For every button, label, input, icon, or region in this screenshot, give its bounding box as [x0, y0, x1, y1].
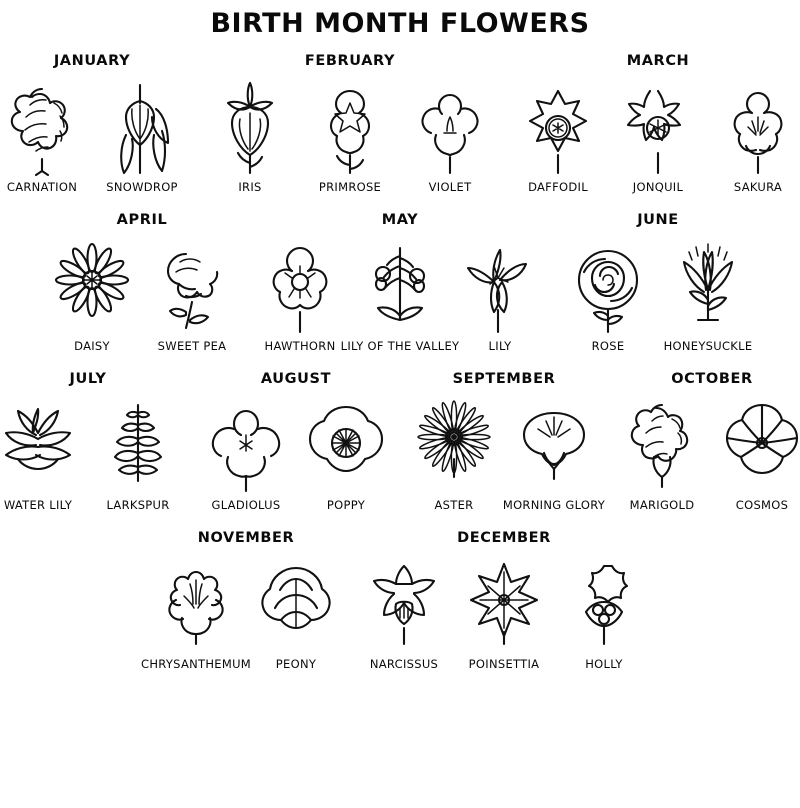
flower-label: NARCISSUS [369, 657, 439, 671]
flower-item [402, 73, 498, 194]
flower-item [140, 550, 252, 671]
flower-label: JONQUIL [632, 180, 684, 194]
daffodil-icon [512, 73, 604, 177]
flower-label: POINSETTIA [468, 657, 540, 671]
flower-label: COSMOS [735, 498, 789, 512]
month-label: APRIL [116, 212, 168, 228]
holly-icon [558, 550, 650, 654]
flower-label: SNOWDROP [106, 180, 178, 194]
flower-list [198, 391, 394, 512]
flower-list [406, 391, 606, 512]
flower-label: CARNATION [6, 180, 78, 194]
page-title: BIRTH MONTH FLOWERS [210, 8, 590, 39]
poppy-icon [300, 391, 392, 495]
flower-item [560, 232, 656, 353]
flower-item [90, 391, 186, 512]
flower-item [660, 232, 756, 353]
month-label: AUGUST [260, 371, 332, 387]
flower-item [202, 73, 298, 194]
month-label: DECEMBER [457, 530, 551, 546]
primrose-icon [304, 73, 396, 177]
flower-item [714, 391, 800, 512]
carnation-icon [0, 73, 88, 177]
flower-list [356, 550, 652, 671]
lily-icon [454, 232, 546, 336]
flower-item [510, 73, 606, 194]
flower-item [456, 550, 552, 671]
month-row-2 [0, 212, 800, 353]
flower-item [44, 232, 140, 353]
peony-icon [250, 550, 342, 654]
flower-label: MARIGOLD [629, 498, 695, 512]
flower-label: PRIMROSE [318, 180, 382, 194]
month-label: OCTOBER [671, 371, 753, 387]
violet-icon [404, 73, 496, 177]
flower-list [510, 73, 800, 194]
flower-label: CHRYSANTHEMUM [140, 657, 252, 671]
month-label: SEPTEMBER [452, 371, 556, 387]
month-row-1 [0, 53, 800, 194]
month-group-june [554, 212, 762, 353]
flower-label: SWEET PEA [157, 339, 227, 353]
flower-list [252, 232, 548, 353]
flower-item [452, 232, 548, 353]
flower-list [140, 550, 344, 671]
larkspur-icon [92, 391, 184, 495]
month-label: MARCH [626, 53, 690, 69]
flower-list [560, 232, 756, 353]
flower-label: HONEYSUCKLE [663, 339, 753, 353]
month-group-january [0, 53, 196, 194]
flower-item [302, 73, 398, 194]
month-group-november [142, 530, 350, 671]
aster-icon [408, 391, 500, 495]
poster-canvas [0, 8, 800, 808]
gladiolus-icon [200, 391, 292, 495]
morning-glory-icon [508, 391, 600, 495]
flower-label: LILY OF THE VALLEY [340, 339, 460, 353]
rose-icon [562, 232, 654, 336]
flower-item [144, 232, 240, 353]
flower-list [44, 232, 240, 353]
flower-label: HOLLY [585, 657, 623, 671]
snowdrop-icon [96, 73, 188, 177]
jonquil-icon [612, 73, 704, 177]
iris-icon [204, 73, 296, 177]
flower-label: VIOLET [428, 180, 472, 194]
flower-item [556, 550, 652, 671]
flower-label: HAWTHORN [264, 339, 336, 353]
flower-item [248, 550, 344, 671]
lily-of-the-valley-icon [354, 232, 446, 336]
flower-label: SAKURA [733, 180, 783, 194]
flower-label: ROSE [591, 339, 625, 353]
cosmos-icon [716, 391, 800, 495]
flower-item [0, 391, 86, 512]
flower-label: DAFFODIL [528, 180, 588, 194]
flower-item [298, 391, 394, 512]
month-label: FEBRUARY [304, 53, 396, 69]
flower-item [198, 391, 294, 512]
flower-item [502, 391, 606, 512]
month-row-4 [0, 530, 800, 671]
month-group-february [196, 53, 504, 194]
flower-item [356, 550, 452, 671]
marigold-icon [616, 391, 708, 495]
flower-list [614, 391, 800, 512]
month-group-august [192, 371, 400, 512]
flower-item [252, 232, 348, 353]
sakura-icon [712, 73, 800, 177]
flower-label: IRIS [238, 180, 262, 194]
flower-label: POPPY [326, 498, 366, 512]
month-group-may [246, 212, 554, 353]
month-label: NOVEMBER [197, 530, 295, 546]
flower-list [0, 73, 190, 194]
flower-label: LARKSPUR [106, 498, 170, 512]
month-group-september [400, 371, 608, 512]
flower-label: GLADIOLUS [211, 498, 281, 512]
flower-item [614, 391, 710, 512]
month-label: MAY [381, 212, 419, 228]
month-group-october [608, 371, 800, 512]
flower-item [94, 73, 190, 194]
flower-label: PEONY [275, 657, 317, 671]
flower-label: ASTER [434, 498, 474, 512]
month-label: JUNE [637, 212, 679, 228]
poinsettia-icon [458, 550, 550, 654]
water-lily-icon [0, 391, 84, 495]
flower-item [710, 73, 800, 194]
flower-list [0, 391, 186, 512]
flower-label: MORNING GLORY [502, 498, 606, 512]
narcissus-icon [358, 550, 450, 654]
month-label: JANUARY [53, 53, 131, 69]
chrysanthemum-icon [150, 550, 242, 654]
flower-item [340, 232, 460, 353]
flower-item [0, 73, 90, 194]
month-group-december [350, 530, 658, 671]
flower-label: DAISY [74, 339, 110, 353]
month-group-march [504, 53, 800, 194]
flower-list [202, 73, 498, 194]
month-group-april [38, 212, 246, 353]
month-group-july [0, 371, 192, 512]
flower-item [610, 73, 706, 194]
honeysuckle-icon [662, 232, 754, 336]
flower-label: WATER LILY [3, 498, 73, 512]
hawthorn-icon [254, 232, 346, 336]
month-label: JULY [69, 371, 107, 387]
flower-label: LILY [488, 339, 512, 353]
flower-item [406, 391, 502, 512]
sweet-pea-icon [146, 232, 238, 336]
month-row-3 [0, 371, 800, 512]
daisy-icon [46, 232, 138, 336]
